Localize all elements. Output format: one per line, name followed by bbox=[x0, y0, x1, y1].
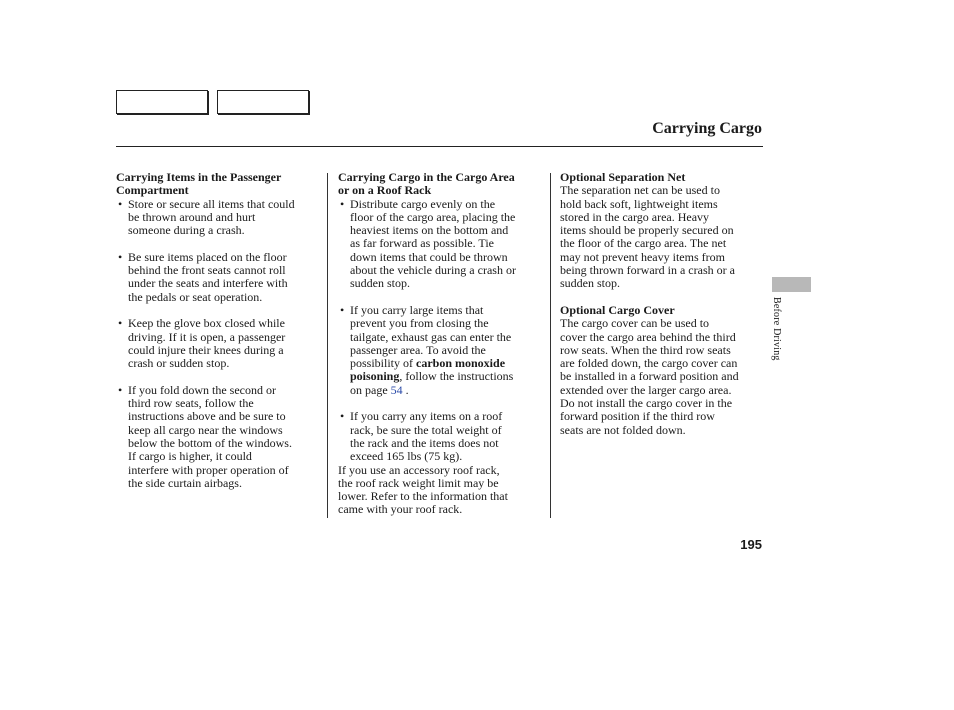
bullet-item: • Distribute cargo evenly on the floor of the cargo area, placing the heaviest items on the bottom and as far forward as possible. Tie down items that could be thrown about the vehicle during a crash or sudden stop. bbox=[340, 196, 516, 291]
bullet-item: • If you fold down the second or third row seats, follow the instructions above and be sure to keep all cargo near the windows below the bottom of the windows. If cargo is higher, it could interfere with proper operation of the side curtain airbags. bbox=[118, 382, 292, 490]
bullet-icon: • bbox=[340, 196, 345, 211]
bullet-item: • Store or secure all items that could be thrown around and hurt someone during a crash. bbox=[118, 196, 295, 238]
nav-box-left[interactable] bbox=[116, 90, 208, 114]
section-heading-cargo-area: Carrying Cargo in the Cargo Area or on a Roof Rack bbox=[338, 170, 515, 198]
bullet-icon: • bbox=[118, 196, 123, 211]
column-divider-1 bbox=[327, 173, 328, 518]
title-rule bbox=[116, 146, 763, 147]
bullet-item: • If you carry large items that prevent you from closing the tailgate, exhaust gas can enter the passenger area. To avoid the possibility of carbon monoxide poisoning, follow the instructions on page 54 . bbox=[340, 302, 514, 397]
separation-net-paragraph: The separation net can be used to hold back soft, lightweight items stored in the cargo area. Heavy items should be properly secured on the floor of the cargo area. The net may not prevent heavy items from being thrown forward in a crash or a sudden stop. bbox=[560, 183, 735, 291]
section-side-label: Before Driving bbox=[771, 297, 782, 361]
bullet-icon: • bbox=[118, 249, 123, 264]
bullet-icon: • bbox=[118, 382, 123, 397]
bullet-icon: • bbox=[118, 316, 123, 331]
page-title: Carrying Cargo bbox=[652, 120, 762, 137]
column-passenger-compartment bbox=[116, 171, 324, 490]
section-heading-separation-net: Optional Separation Net bbox=[560, 170, 686, 184]
bullet-item: • If you carry any items on a roof rack, be sure the total weight of the rack and the items does not exceed 165 lbs (75 kg). bbox=[340, 409, 503, 464]
bullet-item: • Keep the glove box closed while driving. If it is open, a passenger could injure their knees during a crash or sudden stop. bbox=[118, 316, 286, 371]
section-heading-cargo-cover: Optional Cargo Cover bbox=[560, 302, 675, 317]
column-divider-2 bbox=[550, 173, 551, 518]
column-cargo-area bbox=[338, 171, 544, 517]
page-number: 195 bbox=[740, 537, 762, 552]
cargo-cover-paragraph: The cargo cover can be used to cover the cargo area behind the third row seats. When the third row seats are folded down, the cargo cover can be installed in a forward position and extended over the larger cargo area. Do not install the cargo cover in the forward position if the third row seats are not folded down. bbox=[560, 316, 739, 437]
section-heading-passenger: Carrying Items in the Passenger Compartment bbox=[116, 170, 282, 198]
section-tab-marker bbox=[772, 277, 811, 292]
roof-rack-paragraph: If you use an accessory roof rack, the roof rack weight limit may be lower. Refer to the information that came with your roof rack. bbox=[338, 462, 508, 517]
column-optional-equipment bbox=[560, 171, 764, 437]
page-link-54[interactable]: 54 bbox=[390, 382, 403, 397]
nav-box-right[interactable] bbox=[217, 90, 309, 114]
bullet-icon: • bbox=[340, 302, 345, 317]
bullet-icon: • bbox=[340, 409, 345, 424]
bullet-item: • Be sure items placed on the floor behind the front seats cannot roll under the seats and interfere with the pedals or seat operation. bbox=[118, 249, 288, 304]
